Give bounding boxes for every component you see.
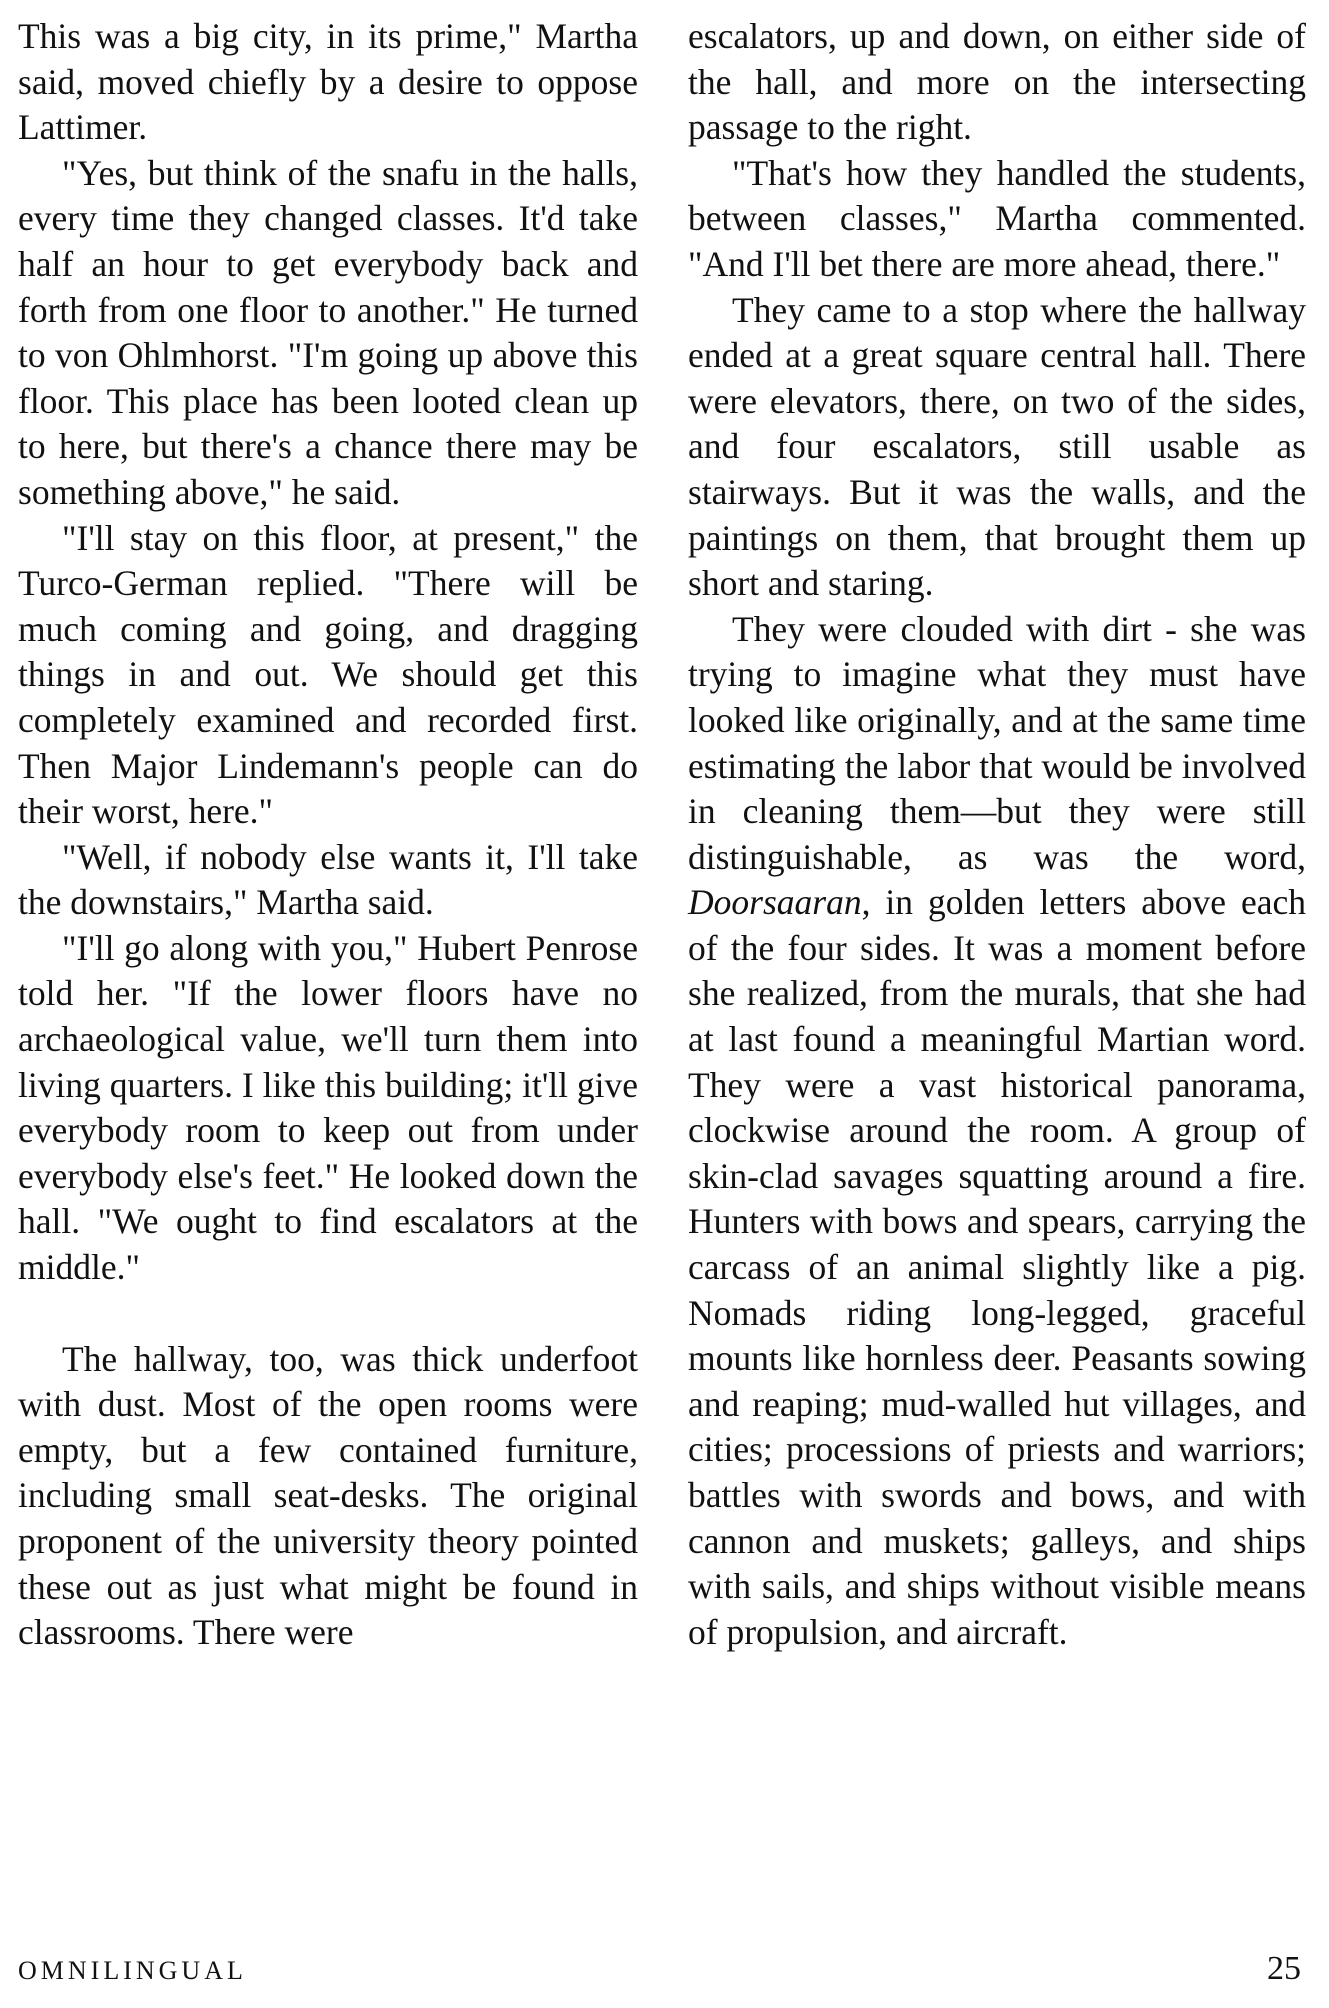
paragraph: The hallway, too, was thick underfoot with dust. Most of the open rooms were empty, but a few contained furniture, including small seat-desks. The original proponent of the university theory pointed these out as just what might be found in classrooms. There were <box>18 1338 638 1653</box>
running-title: OMNILINGUAL <box>18 1956 247 1985</box>
paragraph: "Yes, but think of the snafu in the halls, every time they changed classes. It'd take half an hour to get everybody back and forth from one floor to another." He turned to von Ohlmhorst. "I'm going up above this floor. This place has been looted clean up to here, but there's a chance there may be something above," he said. <box>18 152 638 512</box>
martian-word: Doorsaaran <box>688 882 862 923</box>
paragraph: "I'll stay on this floor, at present," the Turco-German replied. "There will be much coming and going, and dragging things in and out. We should get this completely examined and recorded first. Then Major Lindemann's people can do their worst, here." <box>18 517 638 832</box>
paragraph: escalators, up and down, on either side of the hall, and more on the intersecting passage to the right. <box>688 16 1306 148</box>
paragraph-text: They were clouded with dirt - she was trying to imagine what they must have looked like originally, and at the same time estimating the labor that would be involved in cleaning them—but they were still distinguishable, as was the word, <box>688 608 1306 877</box>
paragraph <box>688 607 1306 1656</box>
paragraph: "Well, if nobody else wants it, I'll take the downstairs," Martha said. <box>18 836 638 923</box>
paragraph: "I'll go along with you," Hubert Penrose told her. "If the lower floors have no archaeological value, we'll turn them into living quarters. I like this building; it'll give everybody room to keep out from under everybody else's feet." He looked down the hall. "We ought to find escalators at the middle." <box>18 927 638 1288</box>
paragraph: This was a big city, in its prime," Martha said, moved chiefly by a desire to oppose Lattimer. <box>18 16 638 148</box>
paragraph-text: , in golden letters above each of the four sides. It was a moment before she realized, from the murals, that she had at last found a meaningful Martian word. They were a vast historical panorama, clockwise around the room. A group of skin-clad savages squatting around a fire. Hunters with bows and spears, carrying the carcass of an animal slightly like a pig. Nomads riding long-legged, graceful mounts like hornless deer. Peasants sowing and reaping; mud-walled hut villages, and cities; processions of priests and warriors; battles with swords and bows, and with cannon and muskets; galleys, and ships with sails, and ships without visible means of propulsion, and aircraft. <box>688 882 1306 1652</box>
page-footer <box>18 1950 1301 1996</box>
paragraph: "That's how they handled the students, between classes," Martha commented. "And I'll bet there are more ahead, there." <box>688 152 1306 284</box>
page-number: 25 <box>1267 1950 1301 1987</box>
left-text-column <box>18 14 638 1656</box>
right-text-column <box>688 14 1306 1655</box>
paragraph: They came to a stop where the hallway ended at a great square central hall. There were elevators, there, on two of the sides, and four escalators, still usable as stairways. But it was the walls, and the paintings on them, that brought them up short and staring. <box>688 289 1306 604</box>
